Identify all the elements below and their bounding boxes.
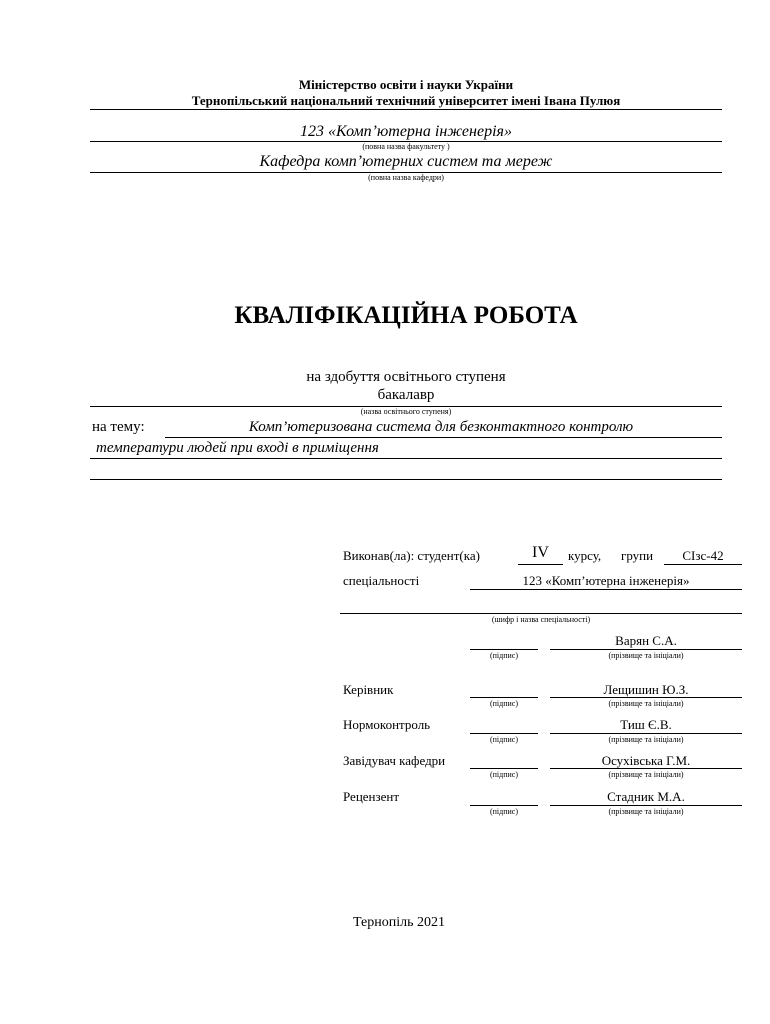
department-caption: (повна назва кафедри) — [368, 173, 444, 182]
faculty-name: 123 «Комп’ютерна інженерія» — [300, 123, 512, 140]
course-value: IV — [532, 544, 549, 561]
signatory-name: Лещишин Ю.З. — [603, 682, 689, 697]
signature-caption: (підпис) — [489, 770, 518, 779]
signature-line — [470, 697, 538, 698]
group-underline — [664, 564, 742, 565]
topic-label: на тему: — [92, 419, 145, 435]
specialty-underline-2 — [340, 613, 742, 614]
specialty-label: спеціальності — [343, 573, 420, 588]
university-underline — [90, 109, 722, 110]
signature-caption: (підпис) — [489, 735, 518, 744]
city-year: Тернопіль 2021 — [353, 915, 445, 930]
name-caption: (прізвище та ініціали) — [608, 735, 684, 744]
performed-label: Виконав(ла): студент(ка) — [343, 548, 480, 563]
name-underline — [550, 733, 742, 734]
group-label: групи — [621, 548, 654, 563]
topic-line-2: температури людей при вході в приміщення — [96, 440, 379, 456]
student-name-caption: (прізвище та ініціали) — [608, 651, 684, 660]
specialty-underline — [470, 589, 742, 590]
student-signature-line — [470, 649, 538, 650]
name-underline — [550, 697, 742, 698]
degree-value: бакалавр — [377, 387, 435, 403]
signatory-role: Керівник — [343, 682, 394, 697]
topic-underline-2 — [90, 458, 722, 459]
name-underline — [550, 768, 742, 769]
faculty-caption: (повна назва факультету ) — [362, 142, 450, 151]
department-name: Кафедра комп’ютерних систем та мереж — [259, 153, 553, 170]
group-value: СІзс-42 — [682, 548, 724, 563]
signature-line — [470, 768, 538, 769]
signatory-name: Тиш Є.В. — [620, 717, 672, 732]
specialty-value: 123 «Комп’ютерна інженерія» — [522, 573, 690, 588]
signatory-role: Завідувач кафедри — [343, 753, 446, 768]
course-label: курсу, — [568, 548, 602, 563]
name-caption: (прізвище та ініціали) — [608, 807, 684, 816]
signatory-name: Стадник М.А. — [607, 789, 685, 804]
signature-line — [470, 733, 538, 734]
student-signature-caption: (підпис) — [489, 651, 518, 660]
name-caption: (прізвище та ініціали) — [608, 770, 684, 779]
university-name: Тернопільський національний технічний університет імені Івана Пулюя — [191, 93, 621, 108]
signature-line — [470, 805, 538, 806]
document-title: КВАЛІФІКАЦІЙНА РОБОТА — [234, 302, 578, 329]
ministry-name: Міністерство освіти і науки України — [298, 77, 514, 92]
topic-underline-1 — [165, 437, 722, 438]
degree-intro: на здобуття освітнього ступеня — [306, 369, 506, 385]
signatory-role: Рецензент — [343, 789, 400, 804]
specialty-caption: (шифр і назва спеціальності) — [491, 615, 591, 624]
name-underline — [550, 805, 742, 806]
signatory-role: Нормоконтроль — [343, 717, 431, 732]
signatory-name: Осухівська Г.М. — [601, 753, 691, 768]
signature-caption: (підпис) — [489, 699, 518, 708]
topic-underline-3 — [90, 479, 722, 480]
topic-line-1: Комп’ютеризована система для безконтактного контролю — [248, 419, 634, 435]
student-name-underline — [550, 649, 742, 650]
signature-caption: (підпис) — [489, 807, 518, 816]
student-name: Варян С.А. — [615, 633, 677, 648]
course-underline — [518, 564, 563, 565]
name-caption: (прізвище та ініціали) — [608, 699, 684, 708]
degree-caption: (назва освітнього ступеня) — [360, 407, 452, 416]
